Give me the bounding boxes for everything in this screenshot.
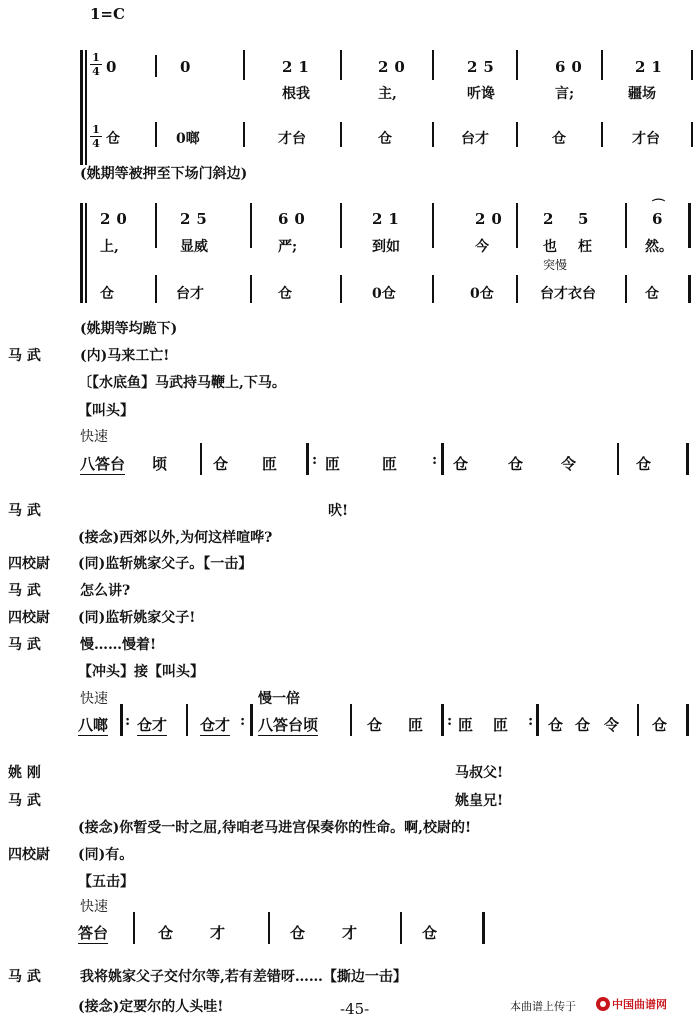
melody-note: 0 — [106, 58, 123, 76]
percussion-syllable: 匝 — [458, 716, 474, 734]
percussion-syllable: 仓 — [213, 455, 229, 473]
dialogue-text: (同)有。 — [78, 847, 134, 863]
barline — [617, 443, 619, 475]
percussion-syllable: 仓 — [575, 716, 591, 734]
percussion-syllable: 仓才 — [200, 716, 231, 734]
barline-final — [688, 275, 691, 303]
dialogue-text: 马叔父! — [455, 765, 504, 781]
system-bracket — [80, 50, 83, 165]
dialogue-text: (接念)你暂受一时之屈,待咱老马进宫保奏你的性命。啊,校尉的! — [78, 820, 472, 836]
repeat-dots: : — [240, 713, 246, 729]
lyric: 到如 — [372, 239, 400, 255]
percussion-syllable: 台才 — [461, 131, 489, 147]
tempo-mark: 快速 — [80, 899, 108, 915]
barline — [625, 275, 627, 303]
barline — [432, 203, 434, 248]
barline — [432, 122, 434, 147]
dialogue-text: 怎么讲? — [80, 583, 131, 599]
lyric: 主, — [378, 86, 397, 102]
lyric: 疆场 — [628, 86, 656, 102]
time-signature: 1 4 — [90, 124, 102, 149]
melody-note: 21 — [635, 58, 668, 76]
percussion-syllable: 八答台 — [80, 455, 126, 473]
percussion-syllable: 八啷 — [78, 716, 109, 734]
melody-note: 21 — [372, 210, 405, 228]
melody-note: 5 — [578, 210, 595, 228]
percussion-syllable: 仓 — [453, 455, 469, 473]
repeat-start — [120, 704, 123, 736]
repeat-dots: : — [432, 452, 438, 468]
barline — [350, 704, 352, 736]
percussion-syllable: 匝 — [493, 716, 509, 734]
time-signature: 1 4 — [90, 52, 102, 77]
barline — [200, 443, 202, 475]
percussion-syllable: 仓 — [290, 924, 306, 942]
barline — [516, 122, 518, 147]
percussion-syllable: 0仓 — [372, 286, 396, 302]
barline — [186, 704, 188, 736]
barline — [601, 50, 603, 80]
lyric: 今 — [475, 239, 489, 255]
percussion-syllable: 台才衣台 — [540, 286, 596, 302]
percussion-syllable: 仓 — [422, 924, 438, 942]
logo-text: 中国曲谱网 — [612, 998, 667, 1011]
percussion-syllable: 顷 — [152, 455, 168, 473]
dialogue-text: (内)马来工亡! — [80, 348, 170, 364]
melody-note: 20 — [100, 210, 133, 228]
melody-note: 60 — [278, 210, 311, 228]
logo-icon — [596, 997, 610, 1011]
barline — [625, 203, 627, 248]
speaker-name: 四校尉 — [8, 847, 50, 863]
barline — [243, 50, 245, 80]
percussion-syllable: 仓 — [367, 716, 383, 734]
repeat-end — [250, 704, 253, 736]
repeat-end — [536, 704, 539, 736]
repeat-dots: : — [125, 713, 131, 729]
barline — [340, 122, 342, 147]
dialogue-text: (同)监斩姚家父子! — [78, 610, 196, 626]
page-number: -45- — [340, 1000, 370, 1018]
barline — [155, 203, 157, 248]
percussion-syllable: 仓 — [645, 286, 659, 302]
barline — [691, 122, 693, 147]
speaker-name: 马 武 — [8, 503, 41, 519]
percussion-syllable: 仓才 — [137, 716, 168, 734]
barline — [155, 275, 157, 303]
dialogue-text: (接念)定要尔的人头哇! — [78, 999, 224, 1015]
stage-direction: (姚期等被押至下场门斜边) — [80, 166, 248, 182]
percussion-syllable: 仓 — [636, 455, 652, 473]
dialogue-text: 姚皇兄! — [455, 793, 504, 809]
percussion-syllable: 仓 — [100, 286, 114, 302]
percussion-syllable: 匝 — [325, 455, 341, 473]
melody-note: 0 — [180, 58, 197, 76]
melody-note: 20 — [378, 58, 411, 76]
footer-text: 本曲谱上传于 — [510, 1000, 576, 1013]
barline — [133, 912, 135, 944]
lyric: 听谗 — [467, 86, 495, 102]
lyric: 言; — [555, 86, 575, 102]
barline — [243, 122, 245, 147]
tempo-mark: 快速 — [80, 429, 108, 445]
percussion-syllable: 才台 — [632, 131, 660, 147]
barline — [250, 275, 252, 303]
dialogue-text: (同)监斩姚家父子。【一击】 — [78, 556, 253, 572]
repeat-dots: : — [528, 713, 534, 729]
site-logo[interactable] — [596, 996, 667, 1012]
barline — [250, 203, 252, 248]
stage-direction: (姚期等均跪下) — [80, 321, 178, 337]
repeat-dots: : — [447, 713, 453, 729]
speaker-name: 马 武 — [8, 583, 41, 599]
melody-note: 20 — [475, 210, 508, 228]
percussion-syllable: 台才 — [176, 286, 204, 302]
melody-note: 25 — [467, 58, 500, 76]
percussion-syllable: 仓 — [548, 716, 564, 734]
percussion-syllable: 匝 — [408, 716, 424, 734]
percussion-syllable: 仓 — [508, 455, 524, 473]
stage-direction: 〔【水底鱼】马武持马鞭上,下马。 — [78, 375, 286, 391]
tempo-mark: 突慢 — [543, 258, 568, 272]
tempo-mark: 慢一倍 — [258, 691, 300, 707]
percussion-syllable: 仓 — [378, 131, 392, 147]
barline-final — [482, 912, 485, 944]
percussion-syllable: 仓 — [652, 716, 668, 734]
percussion-syllable: 0啷 — [176, 131, 200, 147]
barline — [432, 50, 434, 80]
percussion-syllable: 令 — [604, 716, 620, 734]
percussion-pattern-name: 【五击】 — [78, 874, 134, 890]
lyric: 严; — [278, 239, 298, 255]
key-signature: 1=C — [90, 5, 125, 23]
barline — [432, 275, 434, 303]
melody-note: 21 — [282, 58, 315, 76]
percussion-syllable: 仓 — [278, 286, 292, 302]
barline — [516, 203, 518, 248]
speaker-name: 马 武 — [8, 793, 41, 809]
speaker-name: 姚 刚 — [8, 765, 41, 781]
barline — [516, 275, 518, 303]
percussion-syllable: 答台 — [78, 924, 109, 942]
speaker-name: 马 武 — [8, 637, 41, 653]
lyric: 也 — [543, 239, 557, 255]
system-bracket-thin — [85, 50, 87, 165]
melody-note: 60 — [555, 58, 588, 76]
dialogue-text: 我将姚家父子交付尔等,若有差错呀……【撕边一击】 — [80, 969, 407, 985]
barline — [601, 122, 603, 147]
percussion-syllable: 令 — [561, 455, 577, 473]
percussion-syllable: 匝 — [262, 455, 278, 473]
lyric: 然。 — [645, 239, 673, 255]
speaker-name: 四校尉 — [8, 610, 50, 626]
system-bracket-thin — [85, 203, 87, 303]
dialogue-text: (接念)西郊以外,为何这样喧哗? — [78, 530, 273, 546]
percussion-pattern-name: 【冲头】接【叫头】 — [78, 664, 204, 680]
repeat-start — [306, 443, 309, 475]
percussion-syllable: 仓 — [106, 131, 120, 147]
melody-note: 25 — [180, 210, 213, 228]
percussion-syllable: 才台 — [278, 131, 306, 147]
barline-final — [686, 704, 689, 736]
barline-final — [688, 203, 691, 248]
percussion-syllable: 匝 — [382, 455, 398, 473]
percussion-syllable: 仓 — [158, 924, 174, 942]
barline — [155, 55, 157, 77]
barline — [340, 275, 342, 303]
repeat-dots: : — [312, 452, 318, 468]
barline — [340, 203, 342, 248]
system-bracket — [80, 203, 83, 303]
repeat-end — [441, 443, 444, 475]
melody-note: 6 — [652, 210, 669, 228]
repeat-start — [441, 704, 444, 736]
barline — [268, 912, 270, 944]
speaker-name: 马 武 — [8, 348, 41, 364]
lyric: 枉 — [578, 239, 592, 255]
dialogue-text: 吠! — [328, 503, 349, 519]
barline-final — [686, 443, 689, 475]
melody-note: 2 — [543, 210, 560, 228]
percussion-syllable: 才 — [342, 924, 358, 942]
percussion-pattern-name: 【叫头】 — [78, 403, 134, 419]
barline — [155, 122, 157, 147]
percussion-syllable: 0仓 — [470, 286, 494, 302]
percussion-syllable: 八答台顷 — [258, 716, 319, 734]
lyric: 显威 — [180, 239, 208, 255]
lyric: 根我 — [282, 86, 310, 102]
percussion-syllable: 仓 — [552, 131, 566, 147]
lyric: 上, — [100, 239, 119, 255]
speaker-name: 四校尉 — [8, 556, 50, 572]
percussion-syllable: 才 — [210, 924, 226, 942]
speaker-name: 马 武 — [8, 969, 41, 985]
barline — [637, 704, 639, 736]
barline — [691, 50, 693, 80]
barline — [516, 50, 518, 80]
tempo-mark: 快速 — [80, 691, 108, 707]
barline — [400, 912, 402, 944]
barline — [340, 50, 342, 80]
dialogue-text: 慢……慢着! — [80, 637, 157, 653]
fermata-mark: ⌒ — [652, 199, 666, 214]
